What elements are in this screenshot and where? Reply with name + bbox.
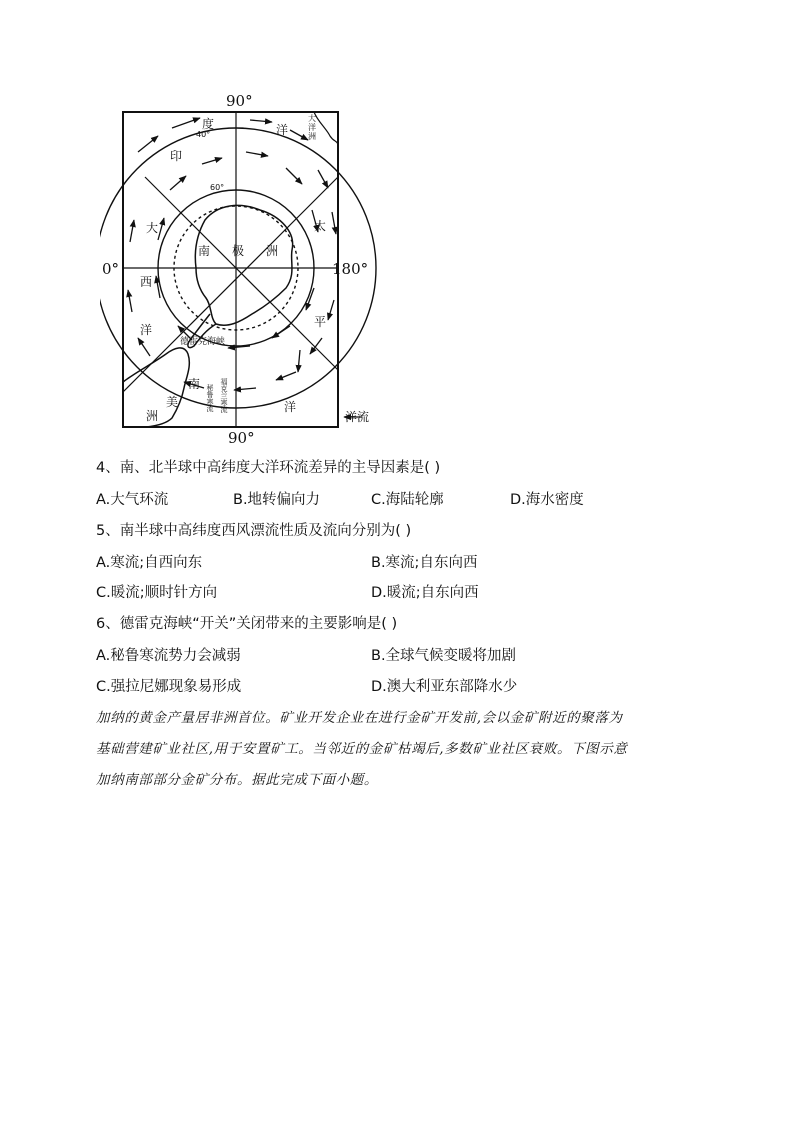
south-america-char-1: 南	[188, 377, 201, 391]
lat60-label: 60°	[210, 183, 225, 192]
indian-ocean-char-1: 印	[170, 149, 183, 163]
passage-line-3: 加纳南部部分金矿分布。据此完成下面小题。	[96, 772, 378, 788]
antarctica-char-1: 南	[198, 244, 211, 258]
south-america-char-2: 美	[166, 395, 179, 409]
question-stem: 5、南半球中高纬度西风漂流性质及流向分别为( )	[96, 523, 412, 539]
pacific-char-1: 太	[314, 219, 327, 233]
option-a: A.大气环流	[96, 492, 169, 508]
map-label-bottom-90: 90°	[228, 429, 255, 447]
map-frame	[123, 112, 338, 427]
option-b: B.地转偏向力	[233, 492, 321, 508]
pacific-char-3: 洋	[284, 400, 297, 414]
australia-label: 大 洋 洲	[308, 114, 316, 141]
atlantic-char-1: 大	[146, 221, 159, 235]
option-c: C.强拉尼娜现象易形成	[96, 679, 242, 695]
option-d: D.暖流;自东向西	[371, 585, 479, 601]
option-b: B.全球气候变暖将加剧	[371, 648, 517, 664]
pacific-char-2: 平	[314, 315, 327, 329]
falkland-current-label: 福克兰寒流	[220, 378, 228, 413]
antarctic-current-map	[100, 92, 390, 448]
option-b: B.寒流;自东向西	[371, 555, 478, 571]
lat40-label: 40°	[196, 130, 211, 139]
indian-ocean-char-3: 洋	[276, 123, 289, 137]
map-label-180: 180°	[332, 260, 369, 278]
legend-label: 洋流	[345, 410, 370, 424]
passage-line-2: 基础营建矿业社区,用于安置矿工。当邻近的金矿枯竭后,多数矿业社区衰败。下图示意	[96, 741, 628, 757]
axes	[123, 112, 338, 427]
map-label-top-90: 90°	[226, 92, 253, 110]
south-america-char-3: 洲	[146, 409, 159, 423]
antarctica-char-3: 洲	[266, 244, 279, 258]
option-d: D.澳大利亚东部降水少	[371, 679, 518, 695]
option-c: C.暖流;顺时针方向	[96, 585, 218, 601]
option-a: A.秘鲁寒流势力会减弱	[96, 648, 241, 664]
antarctica-char-2: 极	[232, 244, 245, 258]
atlantic-char-3: 洋	[140, 323, 153, 337]
atlantic-char-2: 西	[140, 275, 153, 289]
option-d: D.海水密度	[510, 492, 584, 508]
option-c: C.海陆轮廓	[371, 492, 444, 508]
peru-current-label: 秘鲁寒流	[206, 384, 214, 412]
drake-passage-label: 德雷克海峡	[180, 337, 226, 347]
indian-ocean-char-2: 度	[202, 117, 215, 131]
question-stem: 6、德雷克海峡“开关”关闭带来的主要影响是( )	[96, 616, 398, 632]
antarctica-outline	[195, 205, 292, 325]
map-label-0: 0°	[102, 260, 120, 278]
option-a: A.寒流;自西向东	[96, 555, 203, 571]
passage-line-1: 加纳的黄金产量居非洲首位。矿业开发企业在进行金矿开发前,会以金矿附近的聚落为	[96, 710, 623, 726]
question-stem: 4、南、北半球中高纬度大洋环流差异的主导因素是( )	[96, 460, 441, 476]
